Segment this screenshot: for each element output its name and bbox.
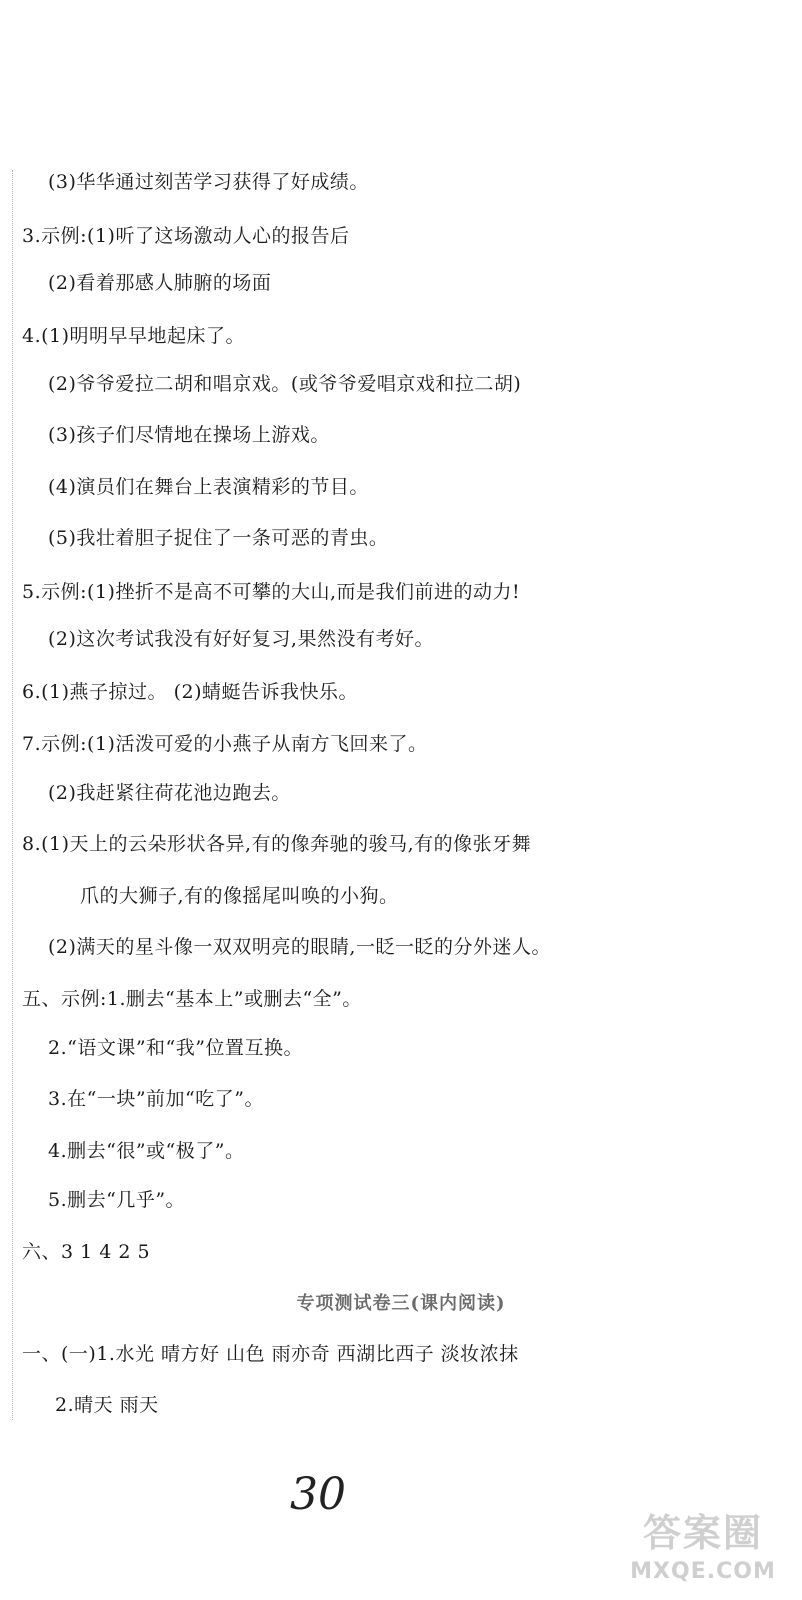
answer-line-q8-cont: 爪的大狮子,有的像摇尾叫唤的小狗。	[80, 885, 399, 907]
watermark	[608, 1508, 798, 1598]
answer-line-q4-3: (3)孩子们尽情地在操场上游戏。	[48, 424, 330, 446]
answer-line-s5-5: 5.删去“几乎”。	[48, 1189, 186, 1211]
answer-line-q5-2: (2)这次考试我没有好好复习,果然没有考好。	[48, 628, 434, 650]
answer-line-s5-4: 4.删去“很”或“极了”。	[48, 1140, 245, 1162]
binding-margin-line	[12, 170, 13, 1420]
answer-line-q4-4: (4)演员们在舞台上表演精彩的节目。	[48, 476, 369, 498]
answer-line-section5: 五、示例:1.删去“基本上”或删去“全”。	[22, 988, 362, 1010]
answer-line-s5-2: 2.“语文课”和“我”位置互换。	[48, 1037, 303, 1059]
answer-line-q7-2: (2)我赶紧往荷花池边跑去。	[48, 782, 291, 804]
watermark-logo: 答案圈	[642, 1511, 763, 1555]
answer-line-s5-3: 3.在“一块”前加“吃了”。	[48, 1088, 264, 1110]
section-title: 专项测试卷三(课内阅读)	[296, 1293, 506, 1314]
watermark-url: MXQE.COM	[630, 1559, 776, 1584]
answer-line-q8-2: (2)满天的星斗像一双双明亮的眼睛,一眨一眨的分外迷人。	[48, 936, 551, 958]
answer-line-q5: 5.示例:(1)挫折不是高不可攀的大山,而是我们前进的动力!	[22, 581, 521, 603]
answer-line-q3: 3.示例:(1)听了这场激动人心的报告后	[22, 225, 350, 247]
answer-line-3-3: (3)华华通过刻苦学习获得了好成绩。	[48, 171, 369, 193]
answer-line-q8: 8.(1)天上的云朵形状各异,有的像奔驰的骏马,有的像张牙舞	[22, 833, 532, 855]
answer-line-q6: 6.(1)燕子掠过。 (2)蜻蜓告诉我快乐。	[22, 681, 358, 703]
answer-line-q3-2: (2)看着那感人肺腑的场面	[48, 272, 272, 294]
answer-line-section6: 六、3 1 4 2 5	[22, 1241, 151, 1263]
answer-line-reading-q2: 2.晴天 雨天	[55, 1394, 159, 1416]
answer-line-q4-2: (2)爷爷爱拉二胡和唱京戏。(或爷爷爱唱京戏和拉二胡)	[48, 373, 522, 395]
answer-line-q4-5: (5)我壮着胆子捉住了一条可恶的青虫。	[48, 527, 389, 549]
answer-line-q7: 7.示例:(1)活泼可爱的小燕子从南方飞回来了。	[22, 733, 428, 755]
answer-line-reading-q1: 一、(一)1.水光 晴方好 山色 雨亦奇 西湖比西子 淡妆浓抹	[22, 1343, 519, 1365]
page-number: 30	[290, 1469, 346, 1520]
answer-line-q4: 4.(1)明明早早地起床了。	[22, 325, 246, 347]
